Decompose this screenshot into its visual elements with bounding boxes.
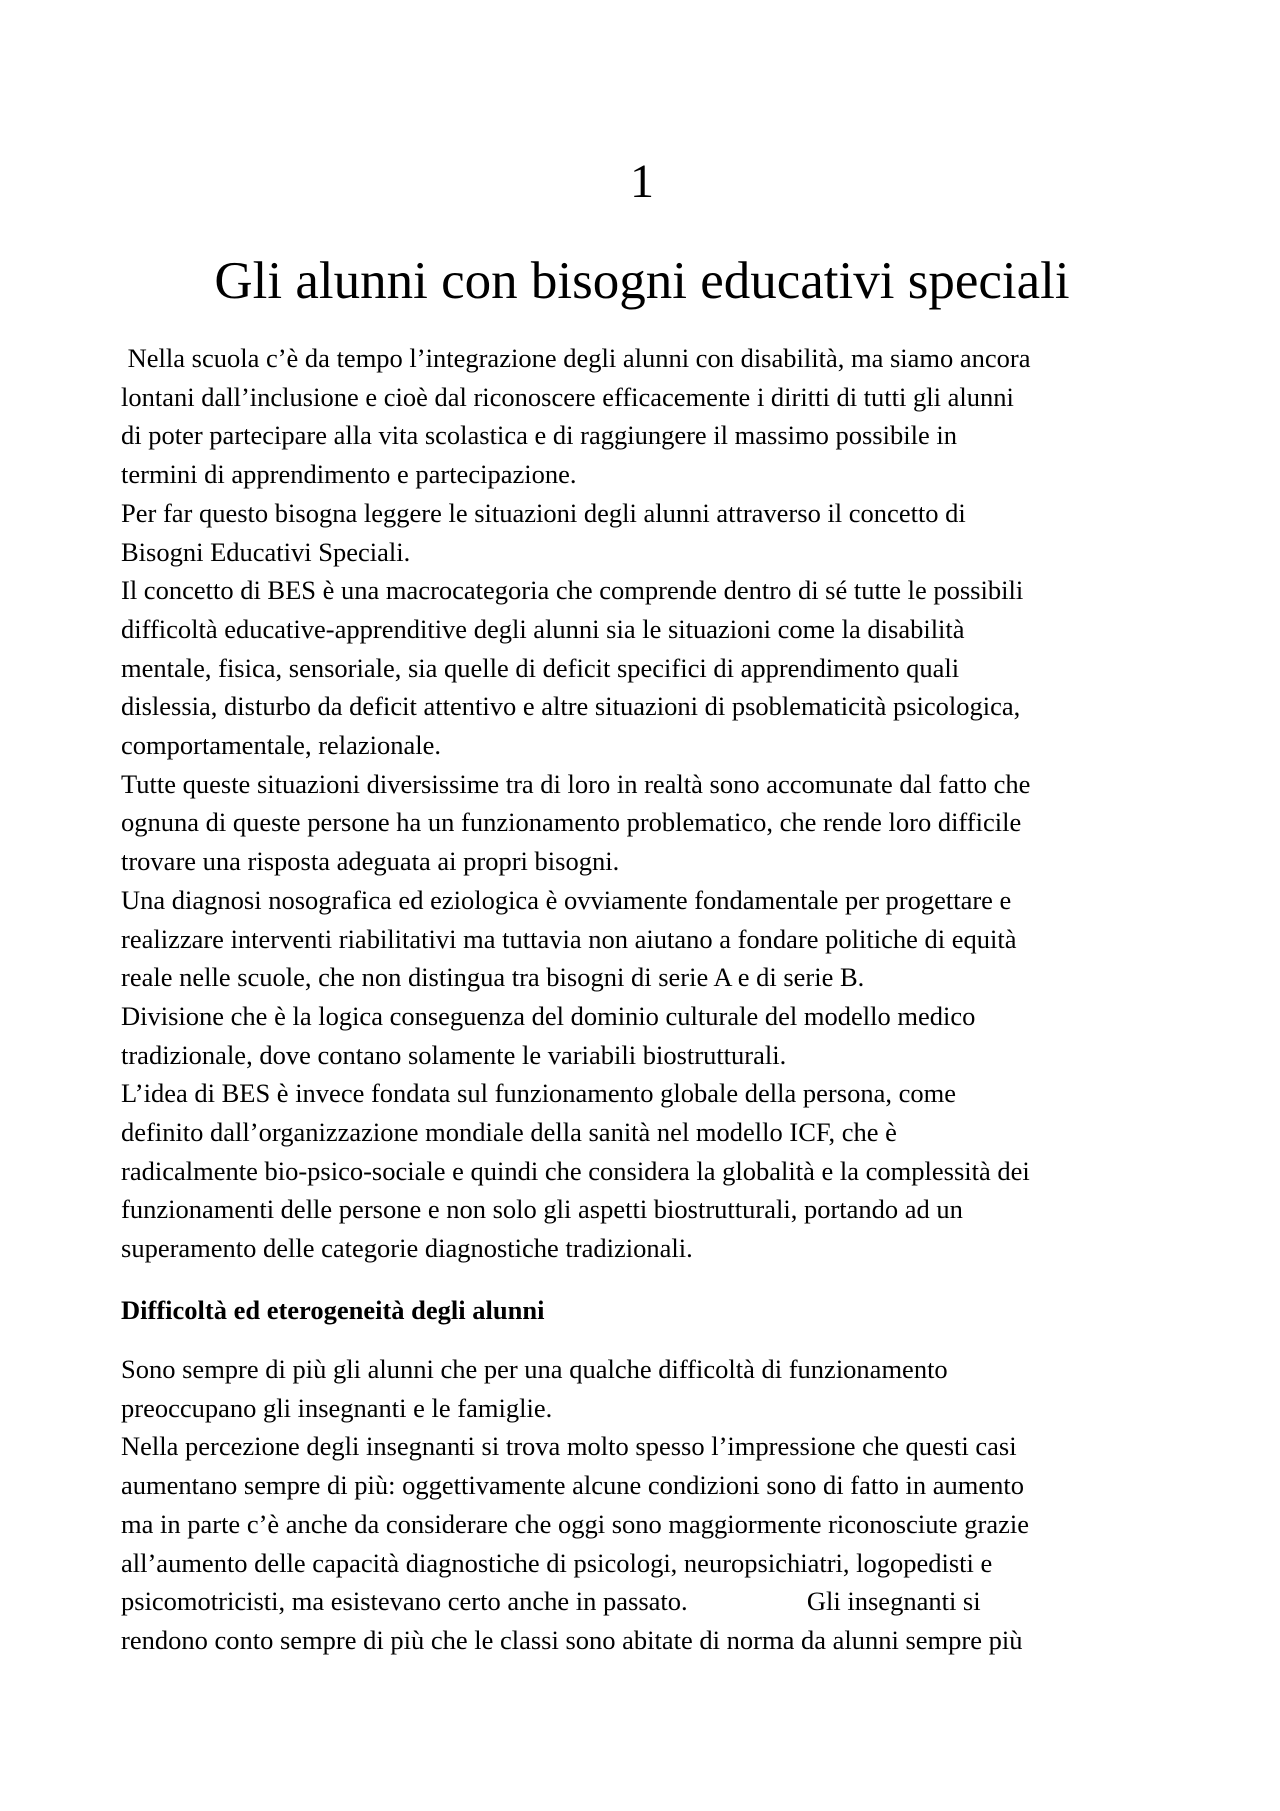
chapter-number: 1 (630, 155, 654, 208)
text-line: Tutte queste situazioni diversissime tra di loro in realtà sono accomunate dal fatto che (121, 768, 1031, 799)
text-line: psicomotricisti, ma esistevano certo anche in passato. Gli insegnanti si (121, 1586, 981, 1617)
text-line: reale nelle scuole, che non distingua tra bisogni di serie A e di serie B. (121, 962, 865, 993)
text-line: trovare una risposta adeguata ai propri bisogni. (121, 846, 620, 877)
text-line: tradizionale, dove contano solamente le variabili biostrutturali. (121, 1039, 787, 1070)
text-line: ma in parte c’è anche da considerare che oggi sono maggiormente riconosciute grazie (121, 1508, 1029, 1539)
text-line: dislessia, disturbo da deficit attentivo e altre situazioni di psoblematicità psicologica, (121, 691, 1021, 722)
text-line: difficoltà educative-apprenditive degli alunni sia le situazioni come la disabilità (121, 613, 965, 644)
text-line: rendono conto sempre di più che le classi sono abitate di norma da alunni sempre più (121, 1624, 1023, 1655)
text-line: Il concetto di BES è una macrocategoria che comprende dentro di sé tutte le possibili (121, 575, 1024, 606)
section-paragraphs (121, 1350, 1181, 1660)
text-line: lontani dall’inclusione e cioè dal riconoscere efficacemente i diritti di tutti gli alunni (121, 381, 1014, 412)
text-line: Nella scuola c’è da tempo l’integrazione degli alunni con disabilità, ma siamo ancora (121, 343, 1031, 373)
text-line: L’idea di BES è invece fondata sul funzionamento globale della persona, come (121, 1078, 956, 1109)
text-line: realizzare interventi riabilitativi ma tuttavia non aiutano a fondare politiche di equità (121, 923, 1017, 954)
text-line: Sono sempre di più gli alunni che per una qualche difficoltà di funzionamento (121, 1354, 948, 1384)
text-line: definito dall’organizzazione mondiale della sanità nel modello ICF, che è (121, 1117, 897, 1148)
text-line: funzionamenti delle persone e non solo gli aspetti biostrutturali, portando ad un (121, 1194, 963, 1225)
text-line: Divisione che è la logica conseguenza del dominio culturale del modello medico (121, 1000, 976, 1031)
text-line: preoccupano gli insegnanti e le famiglie. (121, 1392, 553, 1423)
text-line: Per far questo bisogna leggere le situazioni degli alunni attraverso il concetto di (121, 497, 966, 528)
section-heading: Difficoltà ed eterogeneità degli alunni (121, 1295, 545, 1325)
text-line: all’aumento delle capacità diagnostiche di psicologi, neuropsichiatri, logopedisti e (121, 1547, 993, 1578)
intro-paragraphs (121, 339, 1181, 1268)
text-line: ognuna di queste persone ha un funzionamento problematico, che rende loro difficile (121, 807, 1022, 838)
text-line: aumentano sempre di più: oggettivamente alcune condizioni sono di fatto in aumento (121, 1470, 1024, 1501)
text-line: mentale, fisica, sensoriale, sia quelle di deficit specifici di apprendimento quali (121, 652, 960, 683)
chapter-title: Gli alunni con bisogni educativi speciali (214, 252, 1070, 310)
text-line: Nella percezione degli insegnanti si trova molto spesso l’impressione che questi casi (121, 1431, 1017, 1462)
text-line: radicalmente bio-psico-sociale e quindi che considera la globalità e la complessità dei (121, 1155, 1030, 1186)
text-line: Una diagnosi nosografica ed eziologica è ovviamente fondamentale per progettare e (121, 884, 1012, 915)
text-line: termini di apprendimento e partecipazione. (121, 459, 577, 490)
text-line: comportamentale, relazionale. (121, 730, 442, 761)
text-line: di poter partecipare alla vita scolastica e di raggiungere il massimo possibile in (121, 420, 957, 451)
text-line: superamento delle categorie diagnostiche tradizionali. (121, 1233, 693, 1264)
text-line: Bisogni Educativi Speciali. (121, 536, 411, 567)
